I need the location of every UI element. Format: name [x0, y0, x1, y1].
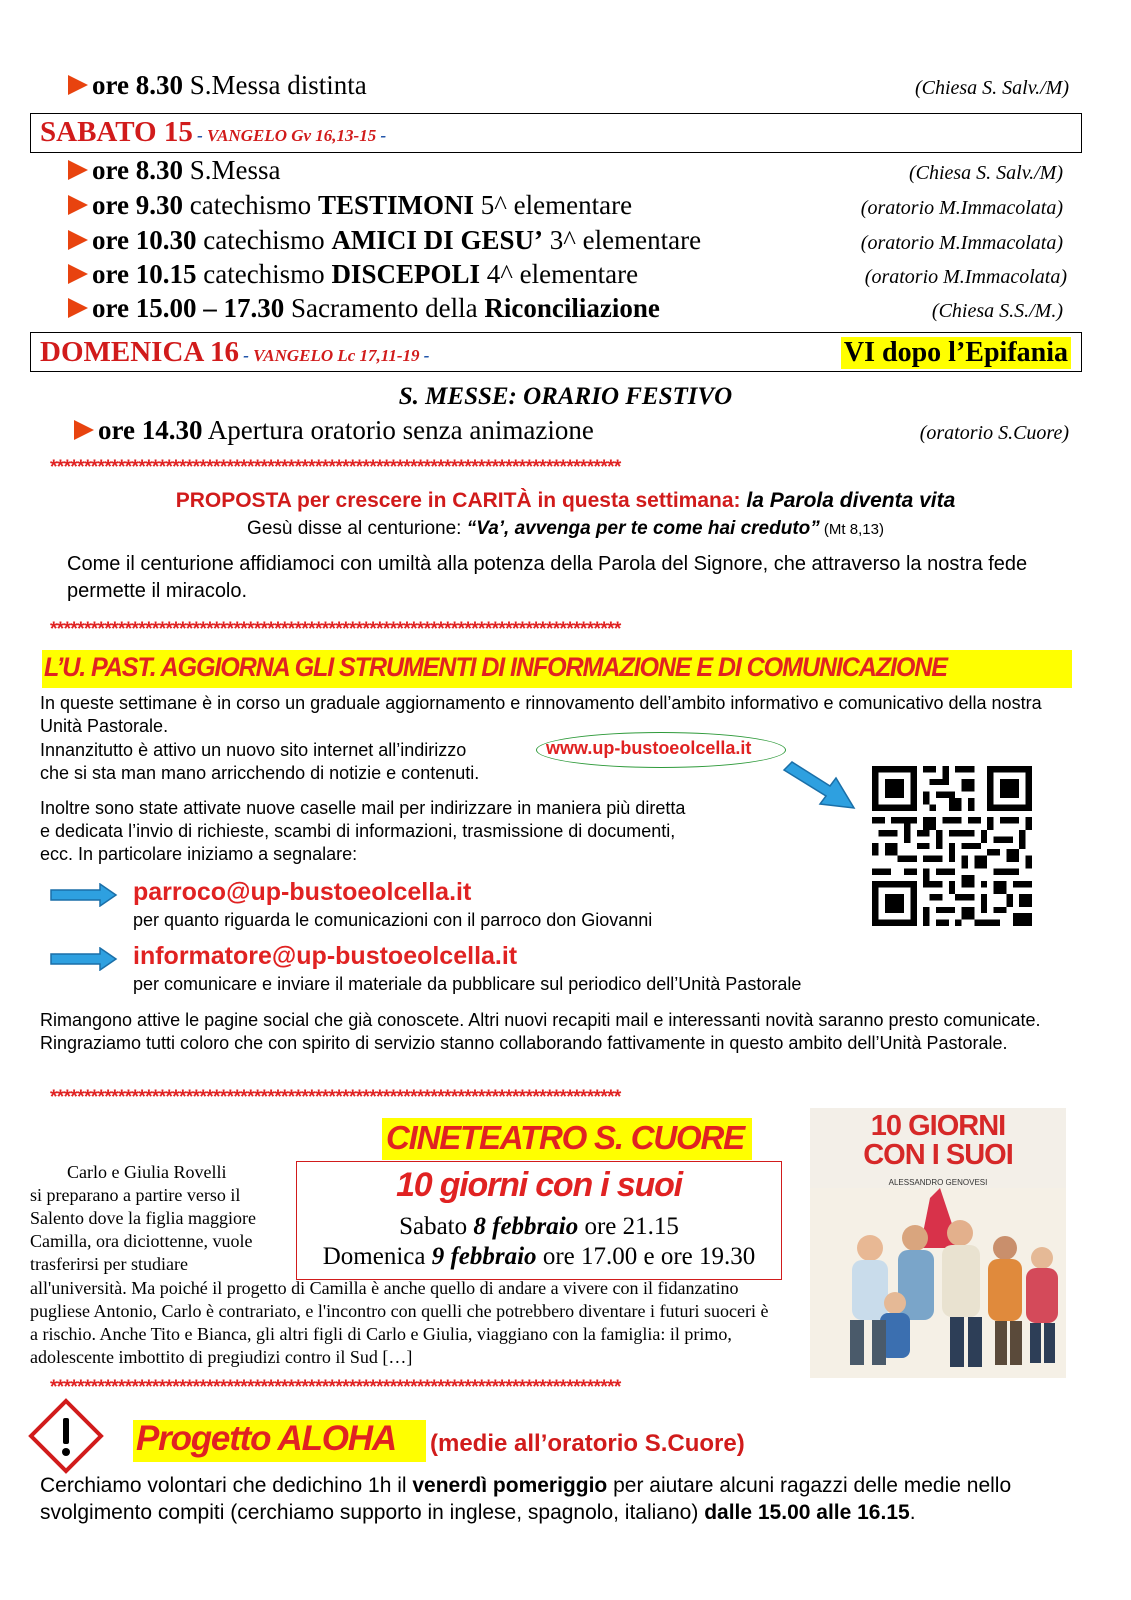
email-parroco-link[interactable]: parroco@up-bustoeolcella.it: [133, 878, 472, 906]
cinema-heading: CINETEATRO S. CUORE: [386, 1119, 744, 1156]
comunicazione-p4: Rimangono attive le pagine social che già conoscete. Altri nuovi recapiti mail e interessanti novità saranno presto comunicate. Ringraziamo tutti coloro che con spirito di servizio stanno collaborando fattivamente in questo ambito dell’Unità Pastorale.: [40, 1010, 1041, 1053]
arrow-right-icon: [68, 160, 88, 180]
website-link[interactable]: www.up-bustoeolcella.it: [546, 738, 752, 758]
blue-arrow-right-icon: [50, 947, 118, 971]
blue-arrow-diagonal-icon: [782, 760, 858, 814]
proposta-body: Come il centurione affidiamoci con umiltà alla potenza della Parola del Signore, che attraverso la nostra fede permette il miracolo.: [67, 553, 1028, 602]
location-label: (oratorio M.Immacolata): [864, 266, 1067, 288]
day-title-sabato: SABATO 15 - VANGELO Gv 16,13-15 -: [40, 116, 387, 148]
arrow-right-icon: [68, 230, 88, 250]
location-label: (oratorio M.Immacolata): [860, 232, 1063, 254]
arrow-right-icon: [74, 420, 94, 440]
separator-stars: ************************************************************************************: [50, 1087, 621, 1108]
email-informatore-desc: per comunicare e inviare il materiale da pubblicare sul periodico dell’Unità Pastorale: [133, 974, 802, 994]
schedule-item: ore 15.00 – 17.30 Sacramento della Riconciliazione: [68, 293, 660, 324]
email-informatore-link[interactable]: informatore@up-bustoeolcella.it: [133, 942, 518, 970]
schedule-item: ore 10.30 catechismo AMICI DI GESU’ 3^ elementare: [68, 225, 701, 256]
schedule-item: ore 14.30 Apertura oratorio senza animazione: [74, 415, 594, 446]
comunicazione-p1: In queste settimane è in corso un graduale aggiornamento e rinnovamento dell’ambito informativo e comunicativo della nostra Unità Pastorale.: [40, 693, 1042, 736]
plot-line: trasferirsi per studiare: [30, 1254, 188, 1274]
separator-stars: ************************************************************************************: [50, 1377, 621, 1398]
location-label: (oratorio S.Cuore): [919, 422, 1069, 444]
proposta-quote: Gesù disse al centurione: “Va’, avvenga per te come hai creduto” (Mt 8,13): [247, 518, 884, 539]
comunicazione-p3: Inoltre sono state attivate nuove caselle mail per indirizzare in maniera più diretta e dedicata l’invio di richieste, scambi di informazioni, trasmissione di documenti, ecc. In particolare iniziamo a segnalare:: [40, 798, 686, 864]
arrow-right-icon: [68, 298, 88, 318]
schedule-item: ore 10.15 catechismo DISCEPOLI 4^ elementare: [68, 259, 638, 290]
warning-icon: [28, 1398, 104, 1474]
schedule-item: ore 9.30 catechismo TESTIMONI 5^ elementare: [68, 190, 632, 221]
plot-rest: all'università. Ma poiché il progetto di Camilla è anche quello di andare a vivere con il fidanzatino pugliese Antonio, Carlo è contrariato, e l'incontro con quelli che potrebbero diventare i futuri suoceri è a rischio. Anche Tito e Bianca, gli altri figli di Carlo e Giulia, viaggiano con la famiglia: il primo, adolescente imbottito di pregiudizi contro il Sud […]: [30, 1278, 769, 1367]
plot-line: Camilla, ora diciottenne, vuole: [30, 1231, 253, 1251]
blue-arrow-right-icon: [50, 883, 118, 907]
aloha-body: Cerchiamo volontari che dedichino 1h il venerdì pomeriggio per aiutare alcuni ragazzi delle medie nello svolgimento compiti (cerchiamo supporto in inglese, spagnolo, italiano) dalle 15.00 alle 16.15.: [40, 1474, 1012, 1524]
separator-stars: ************************************************************************************: [50, 457, 621, 478]
arrow-right-icon: [68, 75, 88, 95]
orario-festivo: S. MESSE: ORARIO FESTIVO: [398, 383, 733, 410]
plot-line: si preparano a partire verso il: [30, 1185, 241, 1205]
show-sabato: Sabato 8 febbraio ore 21.15: [399, 1213, 679, 1240]
arrow-right-icon: [68, 195, 88, 215]
aloha-heading: Progetto ALOHA: [136, 1419, 396, 1458]
location-label: (Chiesa S. Salv./M): [914, 77, 1069, 99]
day-title-domenica: DOMENICA 16 - VANGELO Lc 17,11-19 -: [40, 336, 430, 368]
plot-line: Salento dove la figlia maggiore: [30, 1208, 256, 1228]
aloha-subheading: (medie all’oratorio S.Cuore): [430, 1430, 745, 1457]
show-domenica: Domenica 9 febbraio ore 17.00 e ore 19.30: [322, 1243, 756, 1270]
comunicazione-heading-text: L’U. PAST. AGGIORNA GLI STRUMENTI DI INFORMAZIONE E DI COMUNICAZIONE: [44, 652, 947, 682]
comunicazione-p2b: che si sta man mano arricchendo di notizie e contenuti.: [40, 763, 480, 783]
proposta-title: PROPOSTA per crescere in CARITÀ in questa settimana: la Parola diventa vita: [175, 489, 956, 512]
location-label: (oratorio M.Immacolata): [860, 197, 1063, 219]
location-label: (Chiesa S. Salv./M): [908, 162, 1063, 184]
location-label: (Chiesa S.S./M.): [931, 300, 1063, 322]
liturgical-badge: VI dopo l’Epifania: [841, 337, 1071, 369]
email-parroco-desc: per quanto riguarda le comunicazioni con il parroco don Giovanni: [133, 910, 653, 930]
schedule-item: ore 8.30 S.Messa: [68, 155, 281, 186]
poster-director: ALESSANDRO GENOVESI: [888, 1178, 988, 1187]
separator-stars: ************************************************************************************: [50, 619, 621, 640]
comunicazione-p2a: Innanzitutto è attivo un nuovo sito internet all’indirizzo: [40, 740, 467, 760]
poster-title: 10 GIORNI CON I SUOI: [863, 1110, 1013, 1171]
poster-illustration: [810, 1188, 1066, 1378]
plot-line: Carlo e Giulia Rovelli: [67, 1162, 227, 1182]
film-poster: [810, 1108, 1066, 1378]
arrow-right-icon: [68, 264, 88, 284]
qr-code[interactable]: [872, 766, 1032, 926]
film-title: 10 giorni con i suoi: [396, 1166, 682, 1204]
schedule-item-top: ore 8.30 S.Messa distinta: [68, 70, 367, 101]
